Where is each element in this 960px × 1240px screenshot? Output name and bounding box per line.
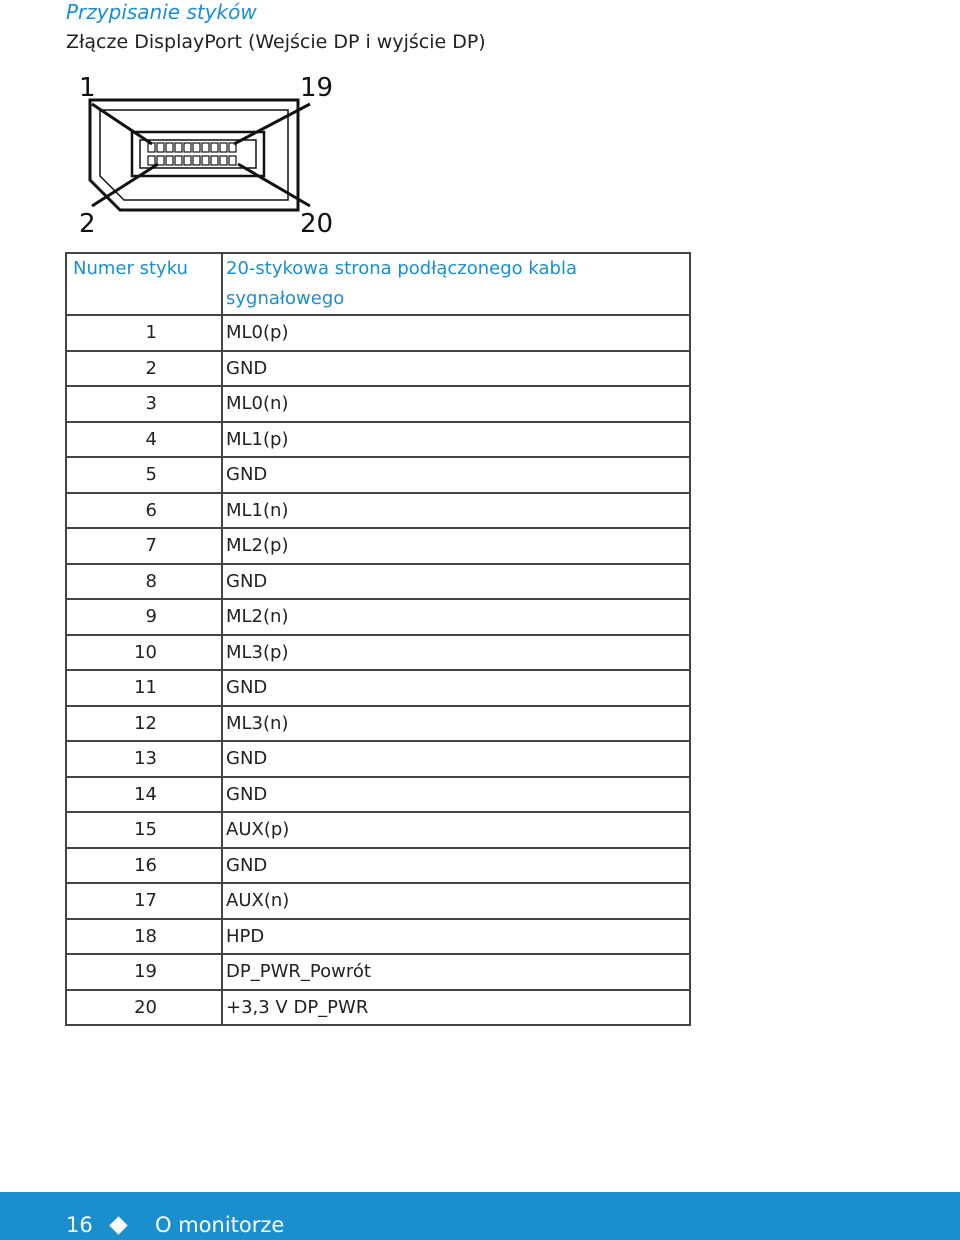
pin-number: 9 — [66, 599, 222, 635]
pin-number: 6 — [66, 493, 222, 529]
pin-number: 11 — [66, 670, 222, 706]
pin-signal: GND — [222, 670, 690, 706]
table-row — [66, 386, 690, 422]
pin-signal: ML1(n) — [222, 493, 690, 529]
table-row — [66, 990, 690, 1026]
pin-assignment-table — [65, 252, 691, 1026]
connector-outline — [90, 100, 298, 210]
pin-number: 13 — [66, 741, 222, 777]
table-row — [66, 848, 690, 884]
pin-number: 10 — [66, 635, 222, 671]
page-footer — [0, 1192, 960, 1240]
pin-signal: ML3(n) — [222, 706, 690, 742]
pin-number: 15 — [66, 812, 222, 848]
pin-number: 2 — [66, 351, 222, 387]
table-row — [66, 635, 690, 671]
table-row — [66, 599, 690, 635]
pin-label-2: 2 — [79, 209, 96, 239]
pin-signal: ML0(p) — [222, 315, 690, 351]
pin-number: 18 — [66, 919, 222, 955]
pin-number: 19 — [66, 954, 222, 990]
pin-number: 1 — [66, 315, 222, 351]
table-row — [66, 528, 690, 564]
pin-signal: AUX(p) — [222, 812, 690, 848]
pin-number: 8 — [66, 564, 222, 600]
pin-signal: GND — [222, 564, 690, 600]
pin-signal: HPD — [222, 919, 690, 955]
pin-number: 7 — [66, 528, 222, 564]
table-row — [66, 422, 690, 458]
footer-section-link[interactable]: O monitorze — [155, 1213, 285, 1237]
page-number: 16 — [66, 1213, 93, 1237]
pin-pointer-lines — [92, 104, 310, 206]
pin-signal: +3,3 V DP_PWR — [222, 990, 690, 1026]
pin-number: 17 — [66, 883, 222, 919]
pin-signal: GND — [222, 351, 690, 387]
pin-number: 20 — [66, 990, 222, 1026]
header-pin-number: Numer styku — [66, 253, 222, 315]
pin-signal: ML0(n) — [222, 386, 690, 422]
section-title: Przypisanie styków — [66, 0, 257, 24]
pin-number: 14 — [66, 777, 222, 813]
table-row — [66, 812, 690, 848]
table-row — [66, 670, 690, 706]
pin-label-20: 20 — [300, 209, 334, 239]
table-row — [66, 315, 690, 351]
pin-signal: GND — [222, 777, 690, 813]
pin-signal: ML2(p) — [222, 528, 690, 564]
pin-signal: ML2(n) — [222, 599, 690, 635]
pin-signal: AUX(n) — [222, 883, 690, 919]
pin-signal: GND — [222, 457, 690, 493]
table-row — [66, 777, 690, 813]
pin-signal: GND — [222, 741, 690, 777]
displayport-connector-diagram — [66, 70, 346, 240]
pin-number: 5 — [66, 457, 222, 493]
table-row — [66, 919, 690, 955]
pin-label-1: 1 — [79, 73, 96, 103]
table-row — [66, 883, 690, 919]
table-row — [66, 457, 690, 493]
pin-number: 3 — [66, 386, 222, 422]
table-row — [66, 351, 690, 387]
pin-number: 16 — [66, 848, 222, 884]
table-row — [66, 706, 690, 742]
connector-pins — [148, 143, 236, 165]
pin-signal: GND — [222, 848, 690, 884]
table-row — [66, 954, 690, 990]
pin-signal: ML3(p) — [222, 635, 690, 671]
table-header-row — [66, 253, 690, 315]
pin-signal: ML1(p) — [222, 422, 690, 458]
pin-number: 4 — [66, 422, 222, 458]
pin-label-19: 19 — [300, 73, 334, 103]
table-row — [66, 564, 690, 600]
table-row — [66, 741, 690, 777]
pin-number: 12 — [66, 706, 222, 742]
header-signal-side: 20-stykowa strona podłączonego kabla sygnałowego — [222, 253, 690, 315]
page-subtitle: Złącze DisplayPort (Wejście DP i wyjście DP) — [66, 31, 486, 53]
table-row — [66, 493, 690, 529]
pin-signal: DP_PWR_Powrót — [222, 954, 690, 990]
